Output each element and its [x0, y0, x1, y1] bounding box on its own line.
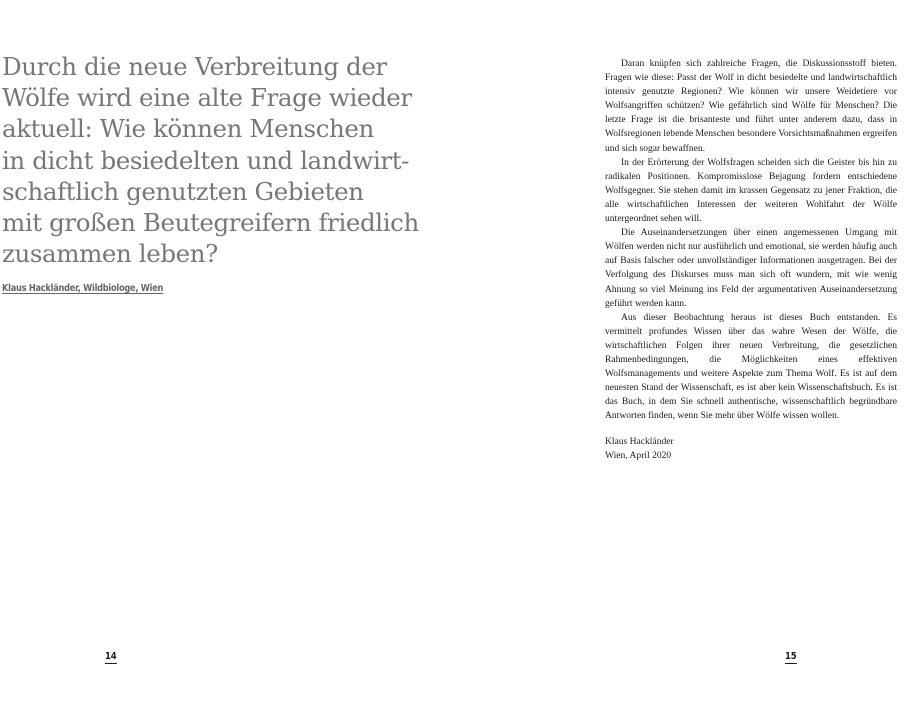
right-page: [452, 0, 904, 723]
quote-line: schaftlich genutzten Gebieten: [2, 176, 364, 206]
page-number-left: 14: [105, 651, 117, 662]
signature-block: [605, 435, 674, 463]
paragraph: Daran knüpfen sich zahlreiche Fragen, die Diskussionsstoff bieten. Fragen wie diese: Passt der Wolf in dicht besiedelte und landwirtschaftlich intensiv genutzte Regionen? Wie können wir unsere Weidetiere vor Wolfsangriffen schützen? Wie gefährlich sind Wölfe für Menschen? Die letzte Frage ist die brisanteste und führt unter anderem dazu, dass in Wolfsregionen lebende Menschen besondere Vorsichtsmaßnahmen ergreifen und sich sogar bewaffnen.: [605, 58, 897, 154]
quote-line: in dicht besiedelten und landwirt-: [2, 145, 410, 175]
quote-line: Wölfe wird eine alte Frage wieder: [2, 83, 412, 113]
page-number-right: 15: [785, 651, 797, 662]
signature-name: Klaus Hackländer: [605, 436, 674, 447]
quote-line: Durch die neue Verbreitung der: [2, 52, 387, 81]
paragraph: In der Erörterung der Wolfsfragen scheiden sich die Geister bis hin zu radikalen Positionen. Kompromisslose Bejagung fordern entschiedene Wolfsgegner. Sie stehen damit im krassen Gegensatz zu jener Fraktion, die alle wirtschaftlichen Interessen der weiteren Wohlfahrt der Wölfe untergeordnet sehen will.: [605, 156, 897, 225]
signature-place-date: Wien, April 2020: [605, 450, 672, 462]
paragraph: Aus dieser Beobachtung heraus ist dieses Buch entstanden. Es vermittelt profundes Wissen über das wahre Wesen der Wölfe, die wirtschaftlichen Folgen ihrer neuen Verbreitung, die gesetzlichen Rahmenbedingungen, die Möglichkeiten eines effektiven Wolfsmanagements und weitere Aspekte zum Thema Wolf. Es ist auf dem neuesten Stand der Wissenschaft, es ist aber kein Wissenschaftsbuch. Es ist das Buch, in dem Sie schnell authentische, wissenschaftlich begründbare Antworten finden, wenn Sie mehr über Wölfe wissen wollen.: [605, 311, 897, 422]
quote-attribution: Klaus Hackländer, Wildbiologe, Wien: [2, 283, 164, 294]
pull-quote: [2, 51, 422, 269]
quote-line: mit großen Beutegreifern friedlich: [2, 208, 419, 238]
quote-line: aktuell: Wie können Menschen: [2, 114, 374, 144]
foreword-body: [605, 57, 897, 423]
quote-line: zusammen leben?: [2, 239, 218, 269]
paragraph: Die Auseinandersetzungen über einen angemessenen Umgang mit Wölfen werden nicht nur ausführlich und emotional, sie werden häufig auch auf Basis falscher oder unvollständiger Informationen ausgetragen. Bei der Verfolgung des Diskurses muss man sich oft wundern, mit wie wenig Ahnung so viel Meinung ins Feld der argumentativen Auseinandersetzung geführt werden kann.: [605, 227, 897, 309]
